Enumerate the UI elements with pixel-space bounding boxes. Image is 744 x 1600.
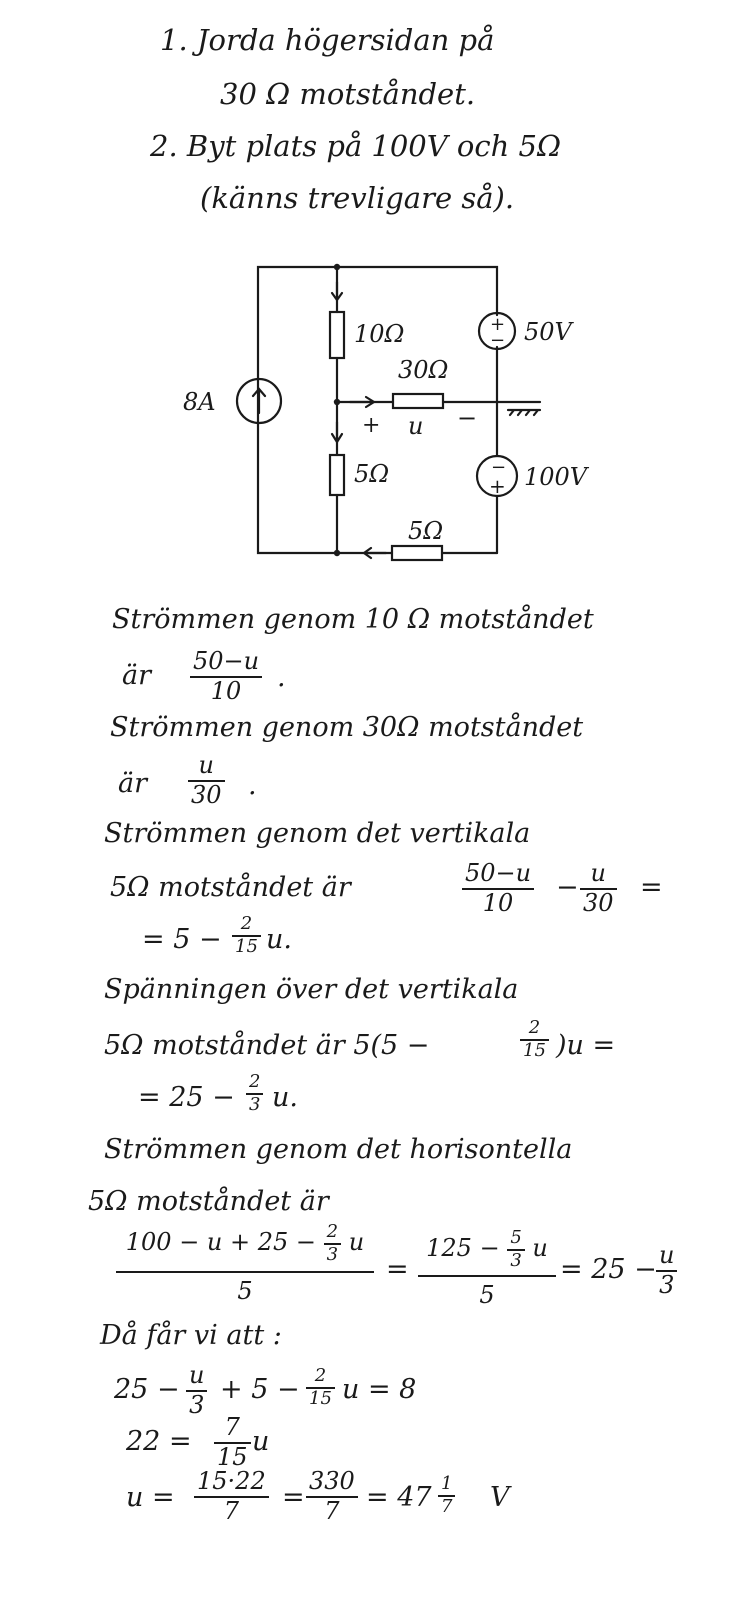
s3-eq: = (640, 872, 663, 903)
s5-mid-num (418, 1228, 556, 1277)
s4-line-3-fraction (246, 1072, 263, 1115)
label-top-src-plus: + (490, 314, 506, 335)
s5-mid-num-a: 125 − (426, 1234, 500, 1263)
s3-fraction-2 (580, 860, 617, 917)
s6-eq3-d: V (490, 1482, 510, 1513)
s6-line-1: Då får vi att : (100, 1320, 282, 1351)
s6-eq3-f3-den: 7 (441, 1495, 453, 1517)
arrow-30-ohm (350, 397, 374, 407)
s3-frac2-num: u (580, 860, 617, 890)
s6-eq1-fraction-2 (306, 1366, 335, 1409)
s2-line-1: Strömmen genom 30Ω motståndet (110, 712, 584, 743)
intro-line-1: 1. Jorda högersidan på (160, 23, 495, 57)
s5-mid-den: 5 (479, 1281, 495, 1310)
s4-l2-frac-den: 15 (523, 1039, 546, 1061)
s6-eq1-a: 25 − (114, 1374, 180, 1405)
s3-frac1-den: 10 (482, 888, 514, 917)
label-r-left-bottom: 5Ω (354, 460, 390, 488)
s4-line-1: Spänningen över det vertikala (104, 974, 519, 1005)
s5-r-frac-den: 3 (659, 1270, 675, 1299)
s5-big-num-fraction (324, 1222, 341, 1265)
s6-eq3-f3-num: 1 (438, 1474, 455, 1497)
s4-line-2-fraction (520, 1018, 549, 1061)
s6-eq3-fraction-2 (306, 1468, 358, 1525)
node-bottom (334, 550, 340, 556)
s4-l2-frac-num: 2 (520, 1018, 549, 1041)
s6-eq1-f1-num: u (186, 1362, 207, 1392)
label-r-bottom: 5Ω (408, 517, 444, 545)
wire-left-loop (258, 267, 337, 553)
s5-mn-frac-den: 3 (510, 1249, 522, 1271)
s6-eq2-f-num: 7 (214, 1414, 251, 1444)
s6-eq1-f1-den: 3 (189, 1390, 205, 1419)
s4-line-2-a: 5Ω motståndet är 5(5 − (104, 1030, 430, 1061)
label-plus: + (362, 413, 381, 438)
s3-line-3-a: = 5 − (142, 924, 222, 955)
arrow-5-ohm-vertical (332, 422, 342, 442)
s4-line-3-b: u. (272, 1082, 298, 1113)
label-r-top: 10Ω (354, 320, 405, 348)
label-v-top: 50V (524, 318, 572, 346)
s5-big-fraction (116, 1222, 374, 1305)
s5-mid-num-fraction (507, 1228, 524, 1271)
intro-line-4: (känns trevligare så). (200, 181, 515, 215)
s5-line-2: 5Ω motståndet är (88, 1186, 329, 1217)
s6-eq3-fraction-3 (438, 1474, 455, 1517)
label-top-src-minus: − (490, 330, 506, 351)
s3-fraction-1 (462, 860, 534, 917)
arrow-10-ohm (332, 282, 342, 300)
node-mid (334, 399, 340, 405)
s2-fraction (188, 752, 225, 809)
s6-eq3-b: = (282, 1482, 305, 1513)
s1-frac-den: 10 (210, 676, 242, 705)
s6-eq1-b: + 5 − (220, 1374, 300, 1405)
s5-line-1: Strömmen genom det horisontella (104, 1134, 573, 1165)
intro-line-2: 30 Ω motståndet. (220, 77, 476, 111)
s5-right-fraction (656, 1242, 677, 1299)
circuit-svg (0, 250, 744, 580)
label-bot-src-minus: − (491, 457, 507, 478)
s6-eq3-c: = 47 (366, 1482, 432, 1513)
s5-big-den: 5 (237, 1277, 253, 1306)
s2-end: . (248, 770, 257, 801)
s6-eq3-f2-num: 330 (306, 1468, 358, 1498)
s6-eq3-f2-den: 7 (324, 1496, 340, 1525)
s1-frac-num: 50−u (190, 648, 262, 678)
s4-l3-frac-num: 2 (246, 1072, 263, 1095)
resistor-30-ohm (393, 394, 443, 408)
label-v-bottom: 100V (524, 463, 588, 491)
label-u: u (408, 412, 424, 440)
s2-ar: är (118, 768, 148, 799)
s1-ar: är (122, 660, 152, 691)
s5-mn-frac-num: 5 (507, 1228, 524, 1251)
s5-big-num-a: 100 − u + 25 − (125, 1228, 317, 1257)
label-current-source: 8A (183, 388, 216, 416)
current-source-arrow (253, 389, 265, 413)
s3-line-3-fraction (232, 914, 261, 957)
resistor-5-ohm-vertical (330, 455, 344, 495)
s5-eq-1: = (386, 1254, 409, 1285)
s6-eq1-c: u = 8 (342, 1374, 417, 1405)
s3-line-3-b: u. (266, 924, 292, 955)
s1-fraction (190, 648, 262, 705)
node-top (334, 264, 340, 270)
s6-eq2-f-den: 15 (217, 1442, 248, 1471)
s3-frac2-den: 30 (583, 888, 614, 917)
s3-l3-frac-num: 2 (232, 914, 261, 937)
s3-minus: − (556, 872, 579, 903)
s6-eq1-fraction-1 (186, 1362, 207, 1419)
s5-mid-num-b: u (532, 1234, 548, 1263)
s5-r-frac-num: u (656, 1242, 677, 1272)
resistor-5-ohm-horizontal (392, 546, 442, 560)
s6-eq3-a: u = (126, 1482, 175, 1513)
s6-eq2-b: u (252, 1426, 270, 1457)
s3-line-2: 5Ω motståndet är (110, 872, 351, 903)
label-r-mid: 30Ω (398, 356, 449, 384)
s5-mid-fraction (418, 1228, 556, 1309)
s6-eq3-fraction-1 (194, 1468, 269, 1525)
arrow-bottom (364, 548, 386, 558)
s3-frac1-num: 50−u (462, 860, 534, 890)
s4-line-2-b: )u = (556, 1030, 616, 1061)
s2-frac-den: 30 (191, 780, 222, 809)
s6-eq3-f1-num: 15·22 (194, 1468, 269, 1498)
label-bot-src-plus: + (489, 474, 506, 498)
s4-l3-frac-den: 3 (249, 1093, 261, 1115)
s6-eq2-a: 22 = (126, 1426, 192, 1457)
s6-eq2-fraction (214, 1414, 251, 1471)
s5-big-num-b: u (348, 1228, 365, 1257)
s6-eq1-f2-num: 2 (306, 1366, 335, 1389)
s6-eq1-f2-den: 15 (309, 1387, 332, 1409)
intro-line-3: 2. Byt plats på 100V och 5Ω (150, 129, 562, 163)
s5-big-num (116, 1222, 374, 1273)
s1-end: . (277, 662, 286, 693)
circuit-diagram (0, 250, 744, 580)
label-minus: − (457, 404, 478, 432)
s5-eq-2: = 25 − (560, 1254, 657, 1285)
s4-line-3-a: = 25 − (138, 1082, 235, 1113)
s5-bn-frac-den: 3 (326, 1243, 339, 1265)
resistor-10-ohm (330, 312, 344, 358)
s3-l3-frac-den: 15 (235, 935, 258, 957)
wire-top (337, 267, 497, 315)
s6-eq3-f1-den: 7 (223, 1496, 239, 1525)
s1-line-1: Strömmen genom 10 Ω motståndet (112, 604, 594, 635)
s3-line-1: Strömmen genom det vertikala (104, 818, 531, 849)
s2-frac-num: u (188, 752, 225, 782)
s5-bn-frac-num: 2 (324, 1222, 341, 1245)
ground-symbol (508, 410, 540, 415)
